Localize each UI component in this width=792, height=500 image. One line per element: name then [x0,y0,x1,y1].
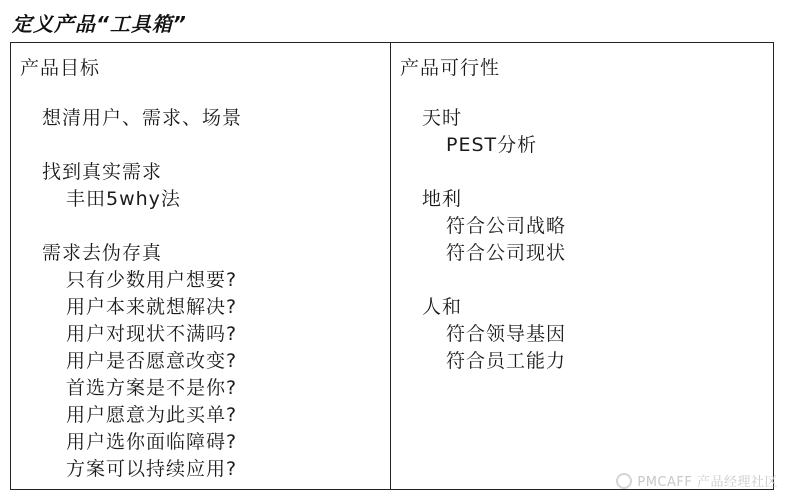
list-item: 用户对现状不满吗? [66,323,238,345]
page-title: 定义产品“工具箱” [12,12,187,36]
section-heading-timing: 天时 [422,107,463,129]
list-item: 符合公司战略 [446,215,567,237]
product-goal-column [11,43,391,489]
section-heading-people: 人和 [422,296,463,318]
product-feasibility-column [391,43,773,489]
toolbox-table [10,42,774,490]
pmcaff-logo-icon [616,473,632,489]
list-item: 用户是否愿意改变? [66,350,238,372]
section-heading-need-validation: 需求去伪存真 [42,242,163,264]
list-item: 方案可以持续应用? [66,458,238,480]
list-item: 用户愿意为此买单? [66,404,238,426]
list-item: 符合领导基因 [446,323,567,345]
section-heading-real-needs: 找到真实需求 [42,161,163,183]
list-item: 用户选你面临障碍? [66,431,238,453]
watermark-text: PMCAFF 产品经理社区 [637,475,778,490]
list-item: 只有少数用户想要? [66,269,238,291]
section-heading-location: 地利 [422,188,463,210]
list-item: 丰田5why法 [66,188,181,210]
watermark [616,471,778,490]
list-item: 首选方案是不是你? [66,377,238,399]
product-feasibility-header: 产品可行性 [400,57,501,79]
list-item: 符合员工能力 [446,350,567,372]
list-item: 用户本来就想解决? [66,296,238,318]
list-item: 符合公司现状 [446,242,567,264]
product-goal-header: 产品目标 [20,57,101,79]
list-item: PEST分析 [446,134,538,156]
section-heading-users-needs-scenes: 想清用户、需求、场景 [42,107,243,129]
